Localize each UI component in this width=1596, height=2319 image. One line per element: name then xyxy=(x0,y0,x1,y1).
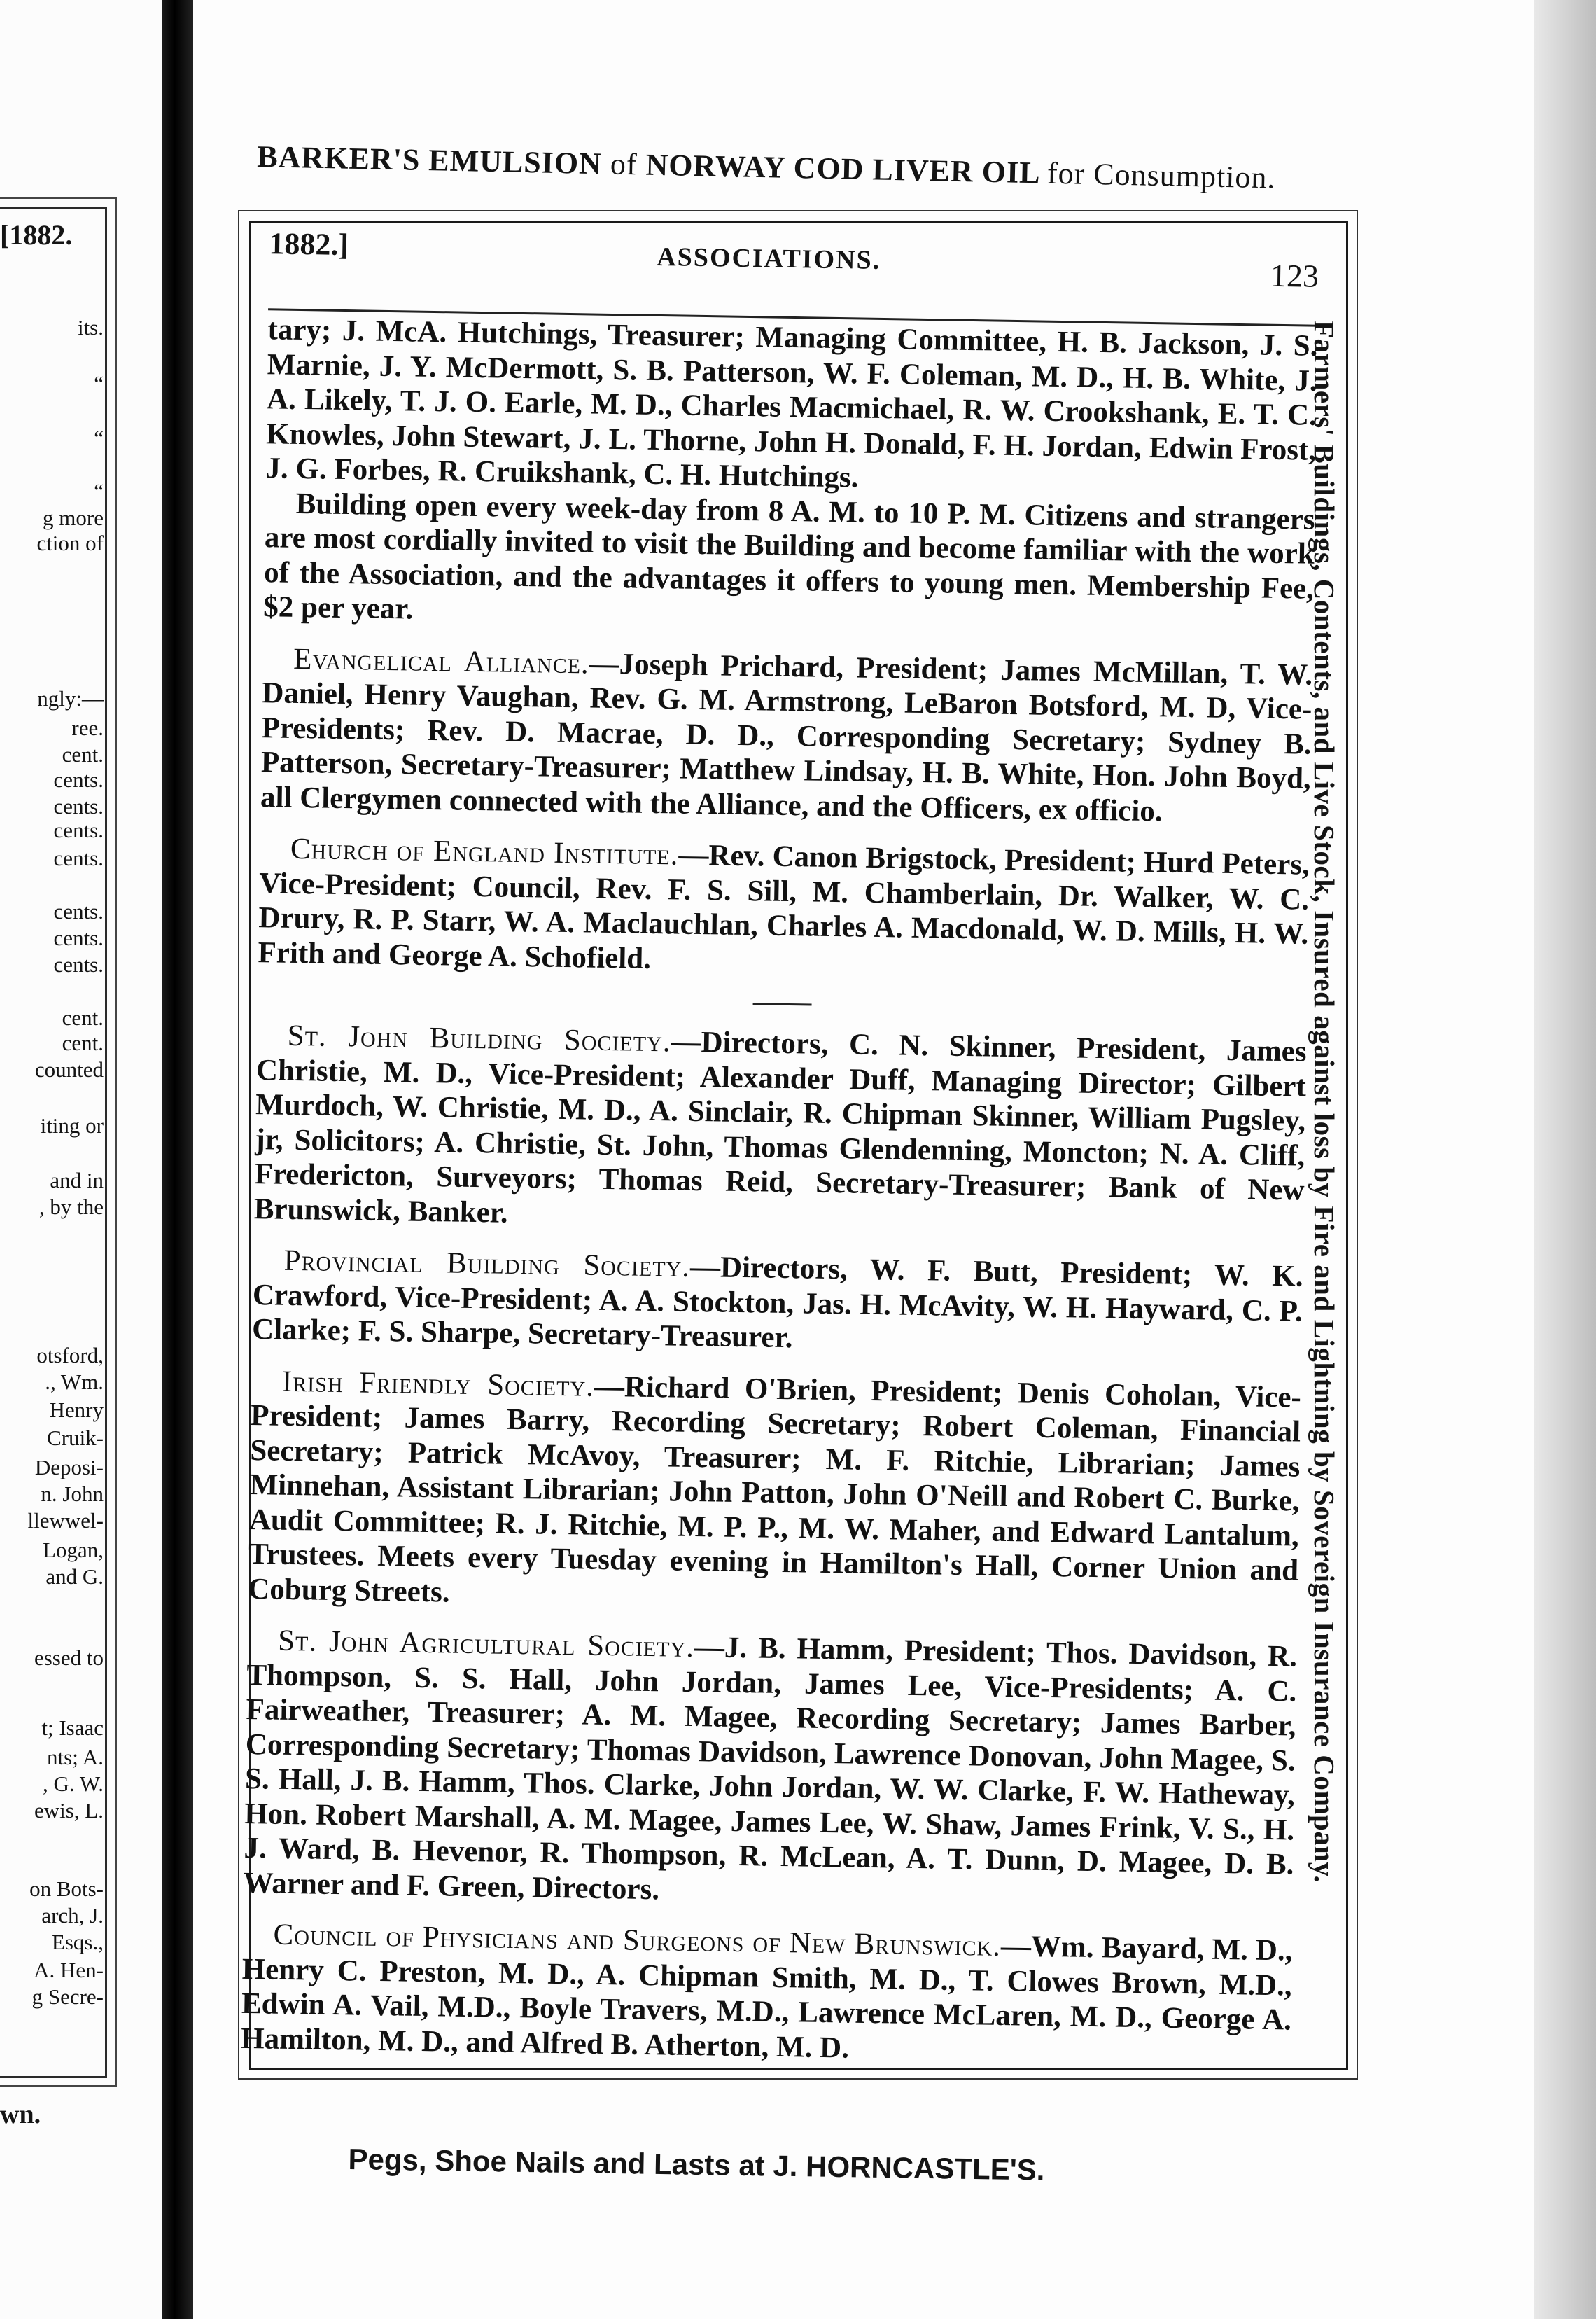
left-page-line: cent. xyxy=(62,742,104,767)
running-head xyxy=(269,225,1320,294)
church-of-england-entry xyxy=(258,831,1310,987)
left-page-line: iting or xyxy=(40,1113,104,1138)
footer-advert: Pegs, Shoe Nails and Lasts at J. HORNCASTLE'S. xyxy=(348,2143,1045,2187)
left-page-line: ngly:— xyxy=(37,686,104,711)
left-page-line: ., Wm. xyxy=(45,1370,104,1394)
left-page-fragment xyxy=(0,0,162,2319)
irish-friendly-society-text: —Richard O'Brien, President; Denis Coholan, Vice-President; James Barry, Recording Secretary; Robert Coleman, Financial Secretary; Patrick McAvoy, Treasurer; M. F. Ritchie, Librarian; James Minnehan, Assistant Librarian; John Patton, John O'Neill and Robert C. Burke, Audit Committee; R. J. Ritchie, M. P. P., M. W. Maher, and Edward Lantalum, Trustees. Meets every Tuesday evening in Hamilton's Hall, Corner Union and Coburg Streets. xyxy=(247,1370,1302,1609)
ymca-hours: Building open every week-day from 8 A. M. to 10 P. M. Citizens and strangers are most cordially invited to visit the Building and become familiar with the work of the Association, and the advantages it offers to young men. Membership Fee, $2 per year. xyxy=(263,487,1315,626)
book-gutter xyxy=(162,0,193,2319)
provincial-building-society-entry xyxy=(252,1243,1303,1363)
left-page-line: cents. xyxy=(53,846,104,870)
left-page-line: cents. xyxy=(53,794,104,819)
council-of-physicians-name: Council of Physicians and Surgeons of New Brunswick. xyxy=(273,1918,1002,1963)
associations-text xyxy=(241,312,1318,2072)
side-advert: Farmers' Buildings, Contents, and Live Stock, Insured against loss by Fire and Lightning by Sovereign Insurance Company. xyxy=(1308,321,1340,1883)
banner-of: of xyxy=(610,146,638,182)
left-page-line: ree. xyxy=(71,716,104,740)
left-page-line: , by the xyxy=(38,1195,104,1219)
left-page-line: otsford, xyxy=(36,1343,104,1367)
banner-mid: NORWAY COD LIVER OIL xyxy=(645,147,1040,190)
left-page-line: Esqs., xyxy=(51,1930,104,1954)
page xyxy=(193,0,1534,2319)
banner-pre: BARKER'S EMULSION xyxy=(256,139,603,181)
left-page-line: cents. xyxy=(53,899,104,924)
left-page-line: counted xyxy=(34,1057,104,1082)
ymca-continuation: tary; J. McA. Hutchings, Treasurer; Managing Committee, H. B. Jackson, J. S. Marnie, J. Y. McDermott, S. B. Patterson, W. F. Coleman, M. D., H. B. White, J. A. Likely, T. J. O. Earle, M. D., Charles Macmichael, R. W. Crookshank, E. T. C. Knowles, John Stewart, J. L. Thorne, John H. Donald, F. H. Jordan, Edwin Frost, J. G. Forbes, R. Cruikshank, C. H. Hutchings. xyxy=(265,313,1318,494)
left-page-line: arch, J. xyxy=(41,1903,104,1928)
running-head-title: ASSOCIATIONS. xyxy=(656,242,881,275)
left-page-line: cents. xyxy=(53,952,104,977)
left-page-line: and G. xyxy=(46,1564,104,1589)
running-head-year: 1882.] xyxy=(269,226,349,263)
left-page-line: “ xyxy=(94,479,104,503)
left-page-line: cents. xyxy=(53,926,104,950)
page-number: 123 xyxy=(1270,257,1320,294)
evangelical-alliance-entry xyxy=(260,641,1313,831)
left-page-line: , G. W. xyxy=(43,1771,104,1796)
church-of-england-text: —Rev. Canon Brigstock, President; Hurd Peters, Vice-President; Council, Rev. F. S. Sill, M. Chamberlain, Dr. Walker, W. C. Drury, R. P. Starr, W. A. Maclauchlan, Charles A. Macdonald, W. D. Mills, H. W. Frith and George A. Schofield. xyxy=(258,838,1310,975)
left-page-line: g Secre- xyxy=(31,1984,104,2009)
left-page-line: ction of xyxy=(36,531,104,555)
st-john-building-society-text: —Directors, C. N. Skinner, President, James Christie, M. D., Vice-President; Alexander Duff, Managing Director; Gilbert Murdoch, W. Christie, M. D., A. Sinclair, R. Chipman Skinner, William Pugsley, jr, Solicitors; A. Christie, St. John, Thomas Glendenning, Moncton; N. A. Cliff, Fredericton, Surveyors; Thomas Reid, Secretary-Treasurer; Bank of New Brunswick, Banker. xyxy=(253,1025,1307,1230)
council-of-physicians-entry xyxy=(241,1917,1293,2073)
agricultural-society-text: —J. B. Hamm, President; Thos. Davidson, R. Thompson, S. S. Hall, John Jordan, James Lee, Vice-Presidents; A. C. Fairweather, Treasurer; A. M. Magee, Recording Secretary; James Barber, Corresponding Secretary; Thomas Davidson, Lawrence Donovan, John Magee, S. S. Hall, J. B. Hamm, Thos. Clarke, John Jordan, W. W. Clarke, F. W. Hatheway, Hon. Robert Marshall, A. M. Magee, James Lee, W. Shaw, James Frink, V. S., H. J. Ward, B. Hevenor, R. Thompson, R. McLean, A. T. Dunn, D. Magee, D. B. Warner and F. Green, Directors. xyxy=(243,1631,1298,1906)
left-page-line: Deposi- xyxy=(34,1455,104,1479)
left-page-line: and in xyxy=(50,1168,104,1192)
left-page-line: ewis, L. xyxy=(34,1798,104,1823)
left-page-line: Logan, xyxy=(43,1538,104,1562)
agricultural-society-name: St. John Agricultural Society. xyxy=(277,1624,695,1664)
provincial-building-society-text: —Directors, W. F. Butt, President; W. K. Crawford, Vice-President; A. A. Stockton, Jas. H. McAvity, W. H. Hayward, C. P. Clarke; F. S. Sharpe, Secretary-Treasurer. xyxy=(251,1250,1303,1355)
evangelical-alliance-text: —Joseph Prichard, President; James McMillan, T. W. Daniel, Henry Vaughan, Rev. G. M. Armstrong, LeBaron Botsford, M. D, Vice-Presidents; Rev. D. Macrae, D. D., Corresponding Secretary; Sydney B. Patterson, Secretary-Treasurer; Matthew Lindsay, H. B. White, Hon. John Boyd, all Clergymen connected with the Alliance, and the Officers, ex officio. xyxy=(260,646,1313,828)
left-page-line: “ xyxy=(94,426,104,450)
left-page-line: cent. xyxy=(62,1031,104,1055)
left-page-line: on Bots- xyxy=(29,1876,104,1901)
left-page-line: g more xyxy=(43,506,104,530)
left-page-line: “ xyxy=(94,371,104,396)
st-john-building-society-entry xyxy=(253,1018,1306,1243)
left-page-line: Henry xyxy=(49,1398,104,1422)
evangelical-alliance-name: Evangelical Alliance. xyxy=(293,642,590,680)
left-page-footer: wn. xyxy=(0,2100,41,2129)
left-page-line: Cruik- xyxy=(47,1426,104,1450)
banner-for: for xyxy=(1046,155,1086,191)
st-john-building-society-name: St. John Building Society. xyxy=(287,1019,671,1059)
council-of-physicians-text: —Wm. Bayard, M. D., Henry C. Preston, M. D., A. Chipman Smith, M. D., T. Clowes Brown, M.D., Edwin A. Vail, M.D., Boyle Travers, M.D., Lawrence McLaren, M. D., George A. Hamilton, M. D., and Alfred B. Atherton, M. D. xyxy=(240,1929,1293,2065)
section-divider xyxy=(753,1003,812,1005)
page-content xyxy=(227,0,1338,2117)
church-of-england-name: Church of England Institute. xyxy=(290,832,679,872)
left-page-line: its. xyxy=(77,315,104,340)
provincial-building-society-name: Provincial Building Society. xyxy=(284,1244,691,1283)
left-page-line: n. John xyxy=(41,1482,104,1506)
left-page-line: cent. xyxy=(62,1005,104,1030)
banner-post: Consumption. xyxy=(1093,157,1276,195)
agricultural-society-entry xyxy=(243,1623,1297,1917)
left-page-line: llewwel- xyxy=(27,1508,104,1533)
irish-friendly-society-entry xyxy=(248,1364,1301,1623)
left-page-year: [1882. xyxy=(0,219,73,251)
left-page-line: essed to xyxy=(34,1645,104,1670)
left-page-line: nts; A. xyxy=(47,1745,104,1769)
page-edge-shadow xyxy=(1534,0,1596,2319)
left-page-line: cents. xyxy=(53,818,104,842)
irish-friendly-society-name: Irish Friendly Society. xyxy=(281,1365,595,1403)
left-page-line: A. Hen- xyxy=(34,1958,104,1982)
left-page-line: t; Isaac xyxy=(41,1715,104,1740)
left-page-line: cents. xyxy=(53,767,104,792)
